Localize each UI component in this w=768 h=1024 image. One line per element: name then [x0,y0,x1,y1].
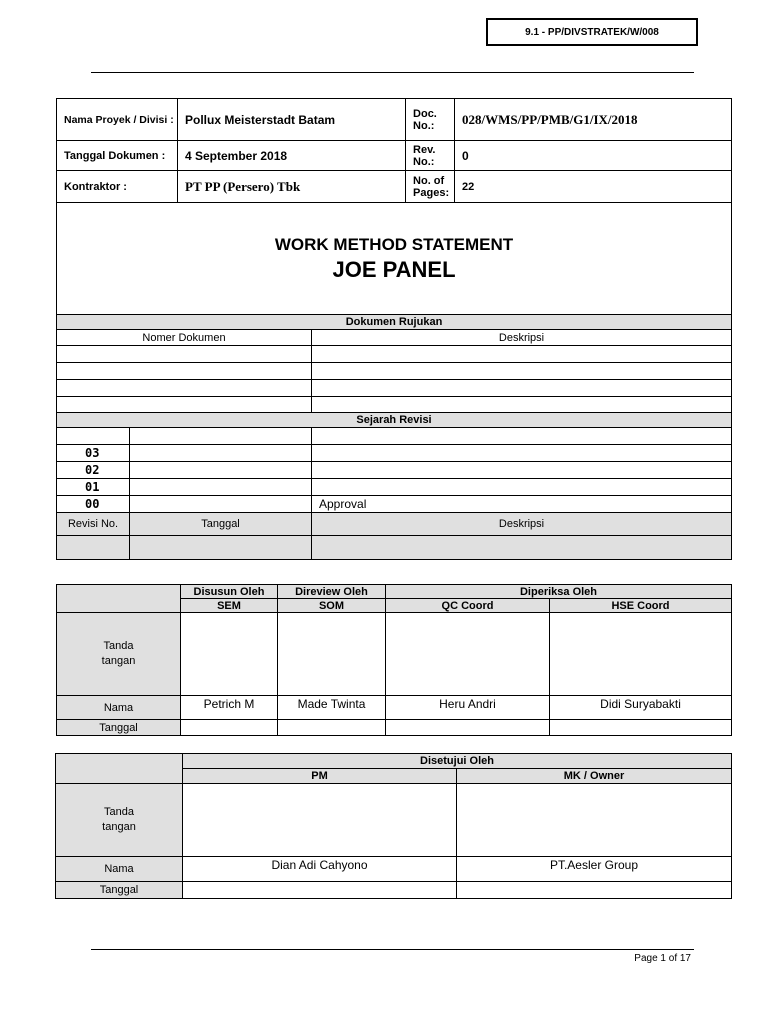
role-hse-coord: HSE Coord [550,599,732,613]
pages-value: 22 [455,171,732,203]
contractor-value: PT PP (Persero) Tbk [178,171,406,203]
name-label: Nama [56,857,183,882]
document-code-box [486,18,698,46]
sign2-corner-cell [56,754,183,784]
references-col-number: Nomer Dokumen [57,330,312,346]
approved-by-label: Disetujui Oleh [183,754,732,769]
reference-desc-cell [312,363,732,380]
reference-number-cell [57,363,312,380]
title-line1: WORK METHOD STATEMENT [274,234,514,254]
revision-desc [312,462,732,479]
revisions-heading: Sejarah Revisi [57,413,732,428]
document-code: 9.1 - PP/DIVSTRATEK/W/008 [525,26,659,38]
docno-value: 028/WMS/PP/PMB/G1/IX/2018 [455,99,732,141]
revision-blank-cell [130,428,312,445]
revision-col-desc: Deskripsi [312,513,732,536]
footer-divider [91,949,694,950]
date-cell [278,720,386,736]
revision-footer-cell [312,536,732,560]
revision-number: 03 [57,445,130,462]
role-som: SOM [278,599,386,613]
revision-date [130,462,312,479]
reference-desc-cell [312,380,732,397]
title-block [57,203,732,315]
revision-number: 01 [57,479,130,496]
role-sem: SEM [181,599,278,613]
role-mk-owner: MK / Owner [457,769,732,784]
page-number: Page 1 of 17 [634,953,691,964]
name-qc: Heru Andri [386,696,550,720]
checked-by-label: Diperiksa Oleh [386,585,732,599]
revision-blank-cell [312,428,732,445]
role-qc-coord: QC Coord [386,599,550,613]
prepared-by-label: Disusun Oleh [181,585,278,599]
prepared-reviewed-signature-table [56,584,732,736]
revision-date [130,479,312,496]
revision-date [130,445,312,462]
date-label: Tanggal [56,882,183,899]
revision-number: 00 [57,496,130,513]
rev-label: Rev. No.: [406,141,455,171]
revision-blank-cell [57,428,130,445]
name-sem: Petrich M [181,696,278,720]
reference-number-cell [57,397,312,413]
project-label: Nama Proyek / Divisi : [57,99,178,141]
date-value: 4 September 2018 [178,141,406,171]
reference-number-cell [57,380,312,397]
date-label: Tanggal [57,720,181,736]
signature-box-pm [183,784,457,857]
docno-label: Doc. No.: [406,99,455,141]
name-pm: Dian Adi Cahyono [183,857,457,882]
name-hse: Didi Suryabakti [550,696,732,720]
revision-footer-cell [130,536,312,560]
signature-box-sem [181,613,278,696]
revision-desc [312,445,732,462]
date-cell [457,882,732,899]
name-som: Made Twinta [278,696,386,720]
title-line2: JOE PANEL [332,256,456,282]
date-label: Tanggal Dokumen : [57,141,178,171]
reference-number-cell [57,346,312,363]
revision-footer-cell [57,536,130,560]
document-info-table [56,98,732,560]
date-cell [550,720,732,736]
references-heading: Dokumen Rujukan [57,315,732,330]
signature-label: Tanda tangan [57,613,181,696]
header-divider [91,72,694,73]
signature-label: Tanda tangan [56,784,183,857]
revision-desc [312,479,732,496]
reviewed-by-label: Direview Oleh [278,585,386,599]
date-cell [181,720,278,736]
sign1-corner-cell [57,585,181,613]
pages-label: No. of Pages: [406,171,455,203]
project-value: Pollux Meisterstadt Batam [178,99,406,141]
rev-value: 0 [455,141,732,171]
revision-number: 02 [57,462,130,479]
signature-box-qc [386,613,550,696]
revision-col-number: Revisi No. [57,513,130,536]
signature-box-som [278,613,386,696]
revision-col-date: Tanggal [130,513,312,536]
role-pm: PM [183,769,457,784]
revision-desc: Approval [312,496,732,513]
reference-desc-cell [312,346,732,363]
date-cell [183,882,457,899]
date-cell [386,720,550,736]
signature-box-hse [550,613,732,696]
name-label: Nama [57,696,181,720]
revision-date [130,496,312,513]
name-owner: PT.Aesler Group [457,857,732,882]
signature-box-owner [457,784,732,857]
contractor-label: Kontraktor : [57,171,178,203]
references-col-desc: Deskripsi [312,330,732,346]
approval-signature-table [55,753,732,899]
reference-desc-cell [312,397,732,413]
